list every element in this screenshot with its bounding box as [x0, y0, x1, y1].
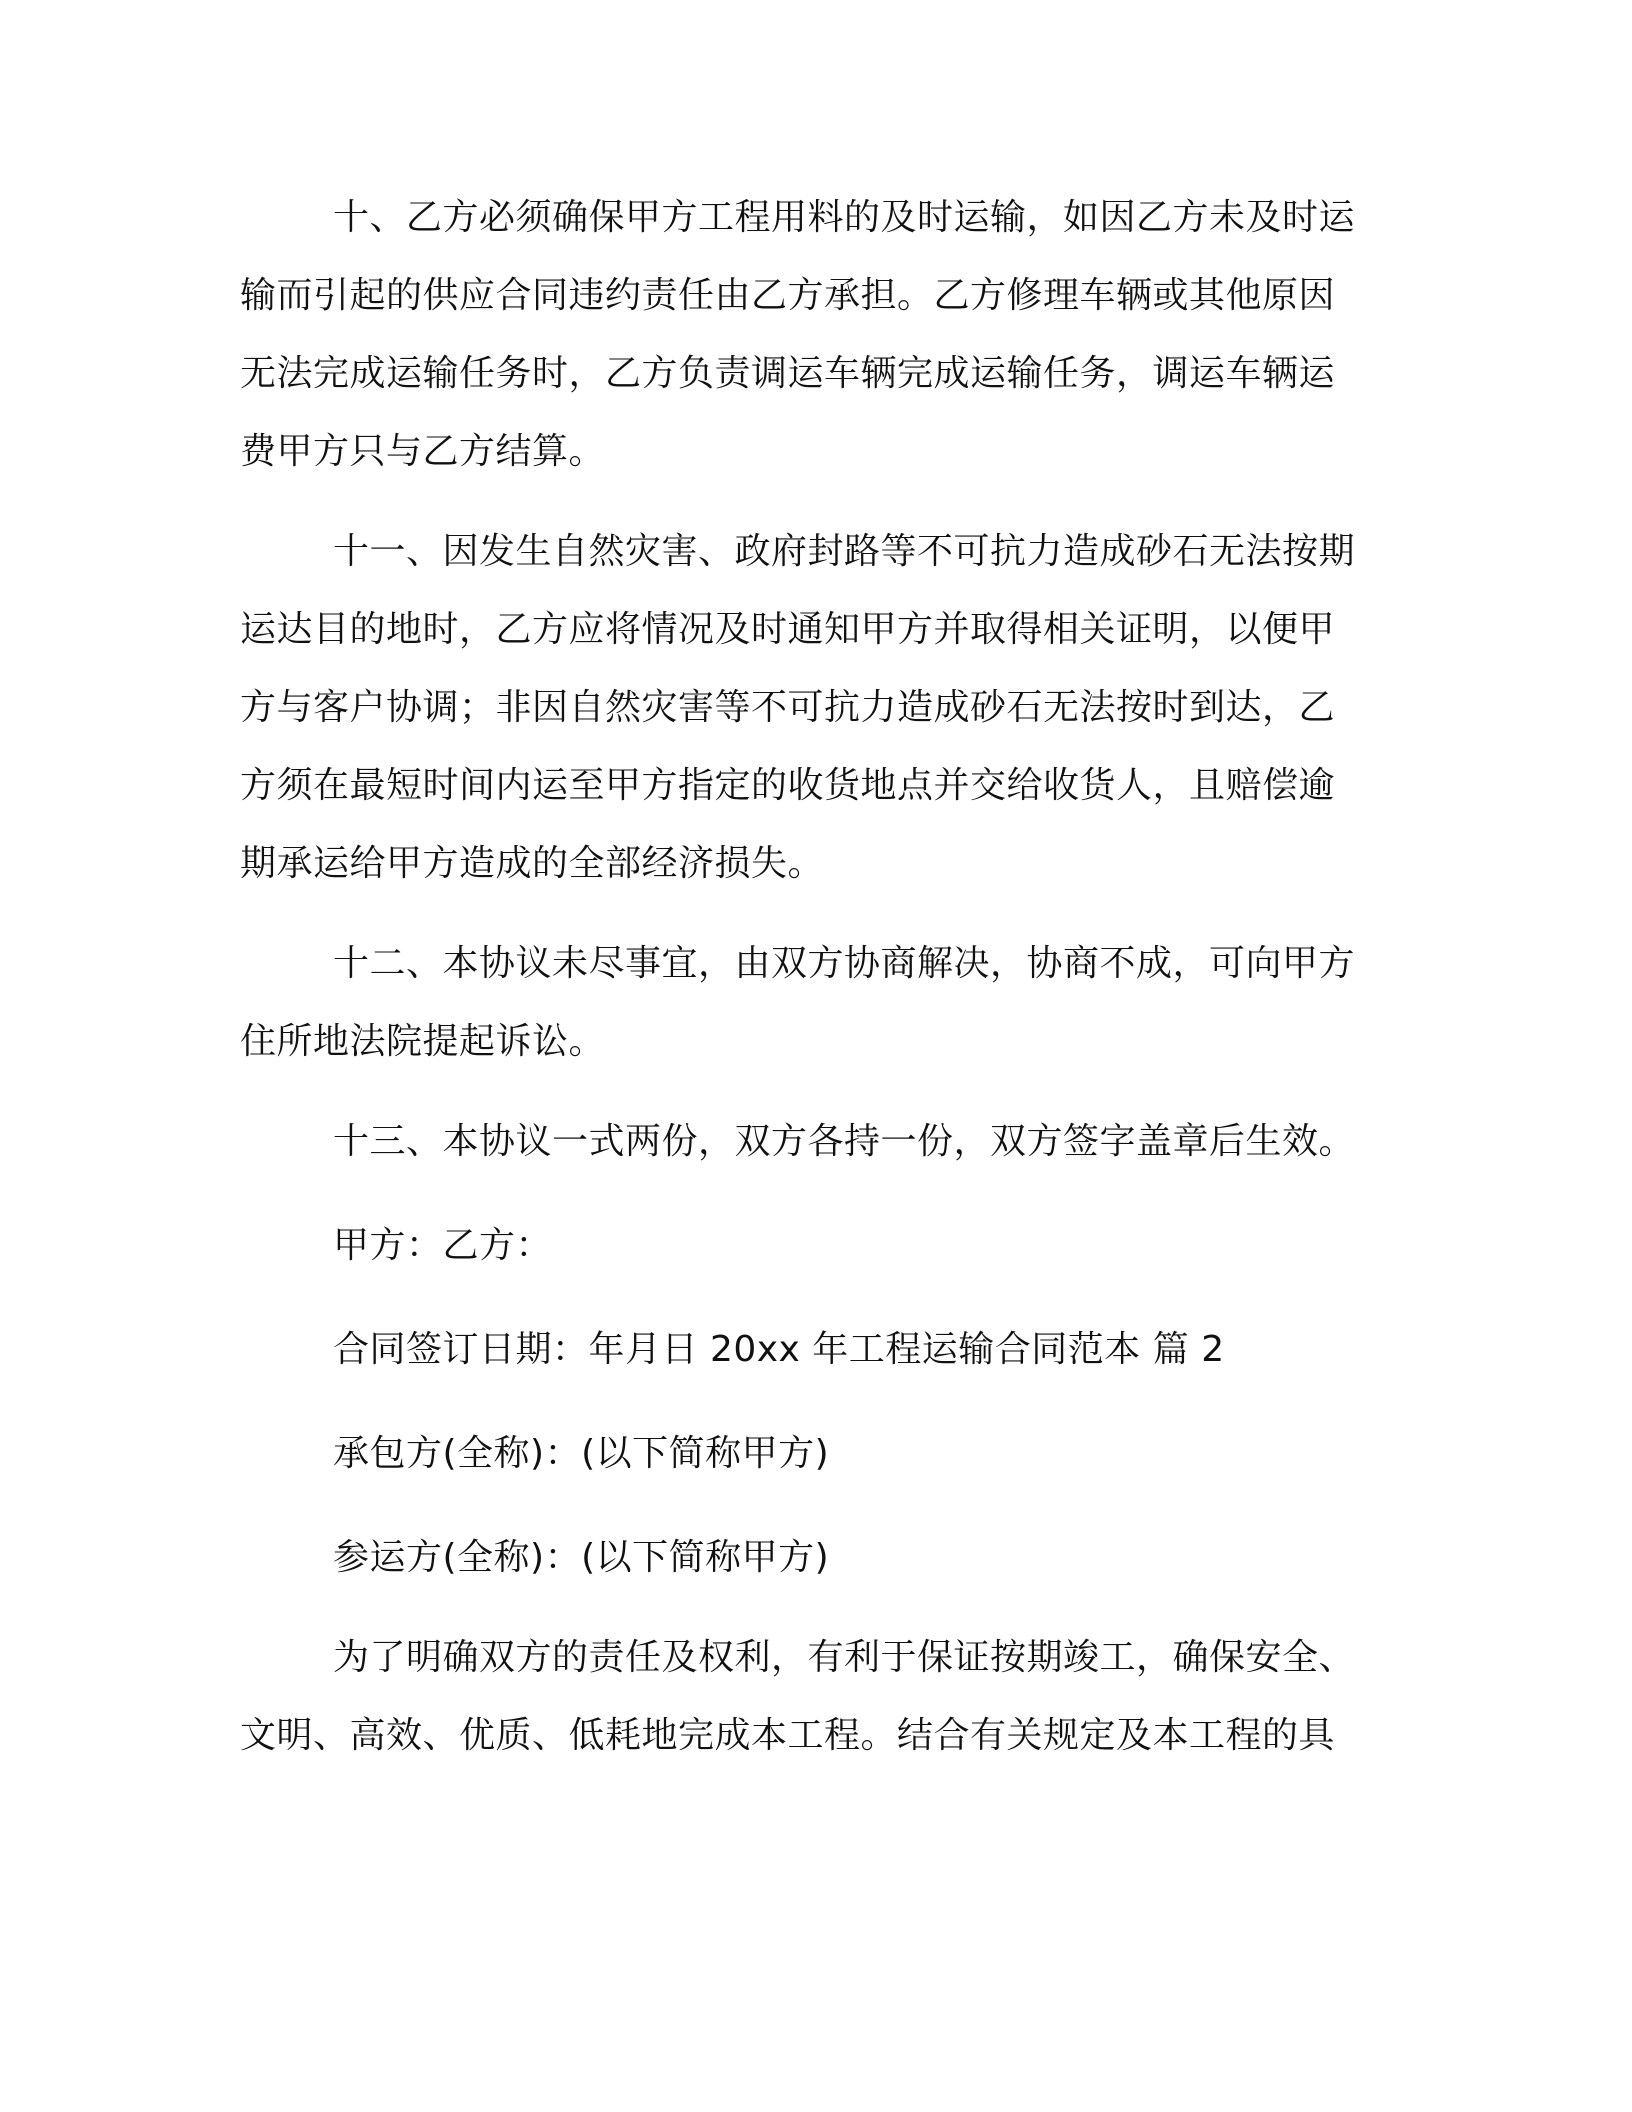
intro-line-2: 文明、高效、优质、低耗地完成本工程。结合有关规定及本工程的具 — [240, 1715, 1336, 1756]
parties-signature-line: 甲方：乙方： — [333, 1225, 553, 1266]
clause-10-line-4: 费甲方只与乙方结算。 — [240, 431, 606, 472]
participant-line: 参运方(全称)：(以下简称甲方) — [333, 1537, 830, 1578]
contractor-line: 承包方(全称)：(以下简称甲方) — [333, 1433, 830, 1474]
clause-12-line-1: 十二、本协议未尽事宜，由双方协商解决，协商不成，可向甲方 — [333, 943, 1356, 984]
clause-11-line-4: 方须在最短时间内运至甲方指定的收货地点并交给收货人，且赔偿逾 — [240, 765, 1336, 806]
clause-10-line-2: 输而引起的供应合同违约责任由乙方承担。乙方修理车辆或其他原因 — [240, 275, 1336, 316]
clause-10-line-1: 十、乙方必须确保甲方工程用料的及时运输，如因乙方未及时运 — [333, 197, 1356, 238]
clause-11-line-2: 运达目的地时，乙方应将情况及时通知甲方并取得相关证明，以便甲 — [240, 609, 1336, 650]
clause-12-line-2: 住所地法院提起诉讼。 — [240, 1021, 606, 1062]
clause-11-line-5: 期承运给甲方造成的全部经济损失。 — [240, 843, 825, 884]
clause-11-line-1: 十一、因发生自然灾害、政府封路等不可抗力造成砂石无法按期 — [333, 531, 1356, 572]
intro-line-1: 为了明确双方的责任及权利，有利于保证按期竣工，确保安全、 — [333, 1637, 1356, 1678]
clause-11-line-3: 方与客户协调；非因自然灾害等不可抗力造成砂石无法按时到达，乙 — [240, 687, 1336, 728]
clause-10-line-3: 无法完成运输任务时，乙方负责调运车辆完成运输任务，调运车辆运 — [240, 353, 1336, 394]
clause-13: 十三、本协议一式两份，双方各持一份，双方签字盖章后生效。 — [333, 1121, 1356, 1162]
sign-date-line: 合同签订日期：年月日 20xx 年工程运输合同范本 篇 2 — [333, 1329, 1225, 1370]
